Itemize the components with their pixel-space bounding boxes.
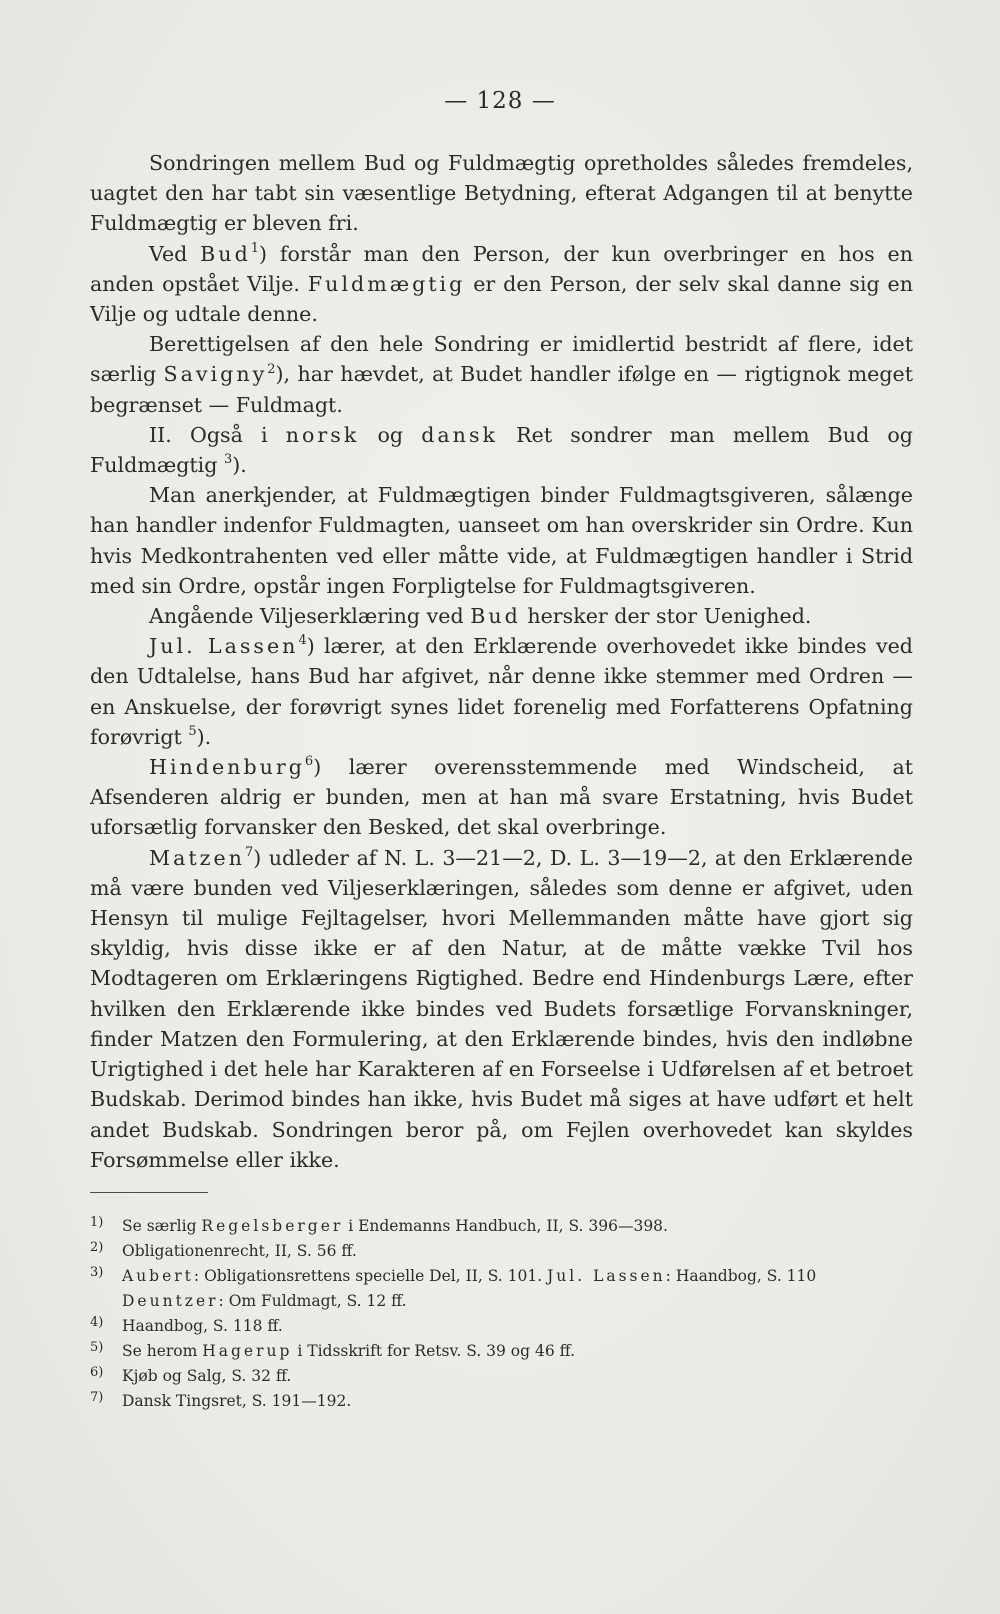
text-run: hersker der stor Uenighed. bbox=[520, 604, 812, 629]
spaced-term-bud: Bud bbox=[200, 241, 251, 266]
text-run: : Om Fuldmagt, S. 12 ff. bbox=[218, 1292, 407, 1310]
footnote-ref-4: 4 bbox=[298, 633, 307, 649]
text-run: Se herom bbox=[122, 1342, 203, 1360]
footnote-marker: 6) bbox=[90, 1365, 104, 1380]
footnote-2 bbox=[90, 1239, 913, 1264]
paragraph-1: Sondringen mellem Bud og Fuldmægtig opretholdes således fremdeles, uagtet den har tabt sin væsentlige Betydning, efterat Adgangen til at benytte Fuldmægtig er bleven fri. bbox=[90, 151, 913, 236]
text-run: ), har hævdet, at Budet handler ifølge en — rigtignok meget begrænset — Fuldmagt. bbox=[90, 362, 914, 417]
text-run: Obligationenrecht, II, S. 56 ff. bbox=[122, 1242, 357, 1260]
page-number: — 128 — bbox=[444, 88, 556, 114]
text-run: ) udleder af N. L. 3—21—2, D. L. 3—19—2, at den Erklærende må være bunden ved Viljeserklæringen, således som denne er afgivet, uden Hensyn til mulige Fejltagelser, hvori Mellemmanden måtte have gjort sig skyldig, hvis disse ikke er af den Natur, at de måtte vække Tvil hos Modtageren om Erklæringens Rigtighed. Bedre end Hindenburgs Lære, efter hvilken den Erklærende ikke bindes ved Budets forsætlige Forvanskninger, finder Matzen den Formulering, at den Erklærende bindes, hvis den indløbne Urigtighed i det hele har Karakteren af en Forseelse i Udførelsen af et betroet Budskab. Derimod bindes han ikke, hvis Budet må siges at have udført et helt andet Budskab. Sondringen beror på, om Fejlen overhovedet kan skyldes Forsømmelse eller ikke. bbox=[90, 845, 913, 1172]
spaced-term-norsk: norsk bbox=[285, 422, 360, 447]
paragraph-7 bbox=[90, 631, 913, 752]
text-run: Ved bbox=[149, 241, 201, 266]
text-run: ) lærer, at den Erklærende overhovedet ikke bindes ved den Udtalelse, hans Bud har afgivet, når denne ikke stemmer med Ordren — en Anskuelse, der forøvrigt synes lidet forenelig med Forfatterens Opfatning forøvrigt bbox=[90, 634, 913, 749]
spaced-name: Jul. Lassen bbox=[547, 1267, 666, 1285]
footnote-text bbox=[122, 1264, 913, 1314]
paragraph-8 bbox=[90, 752, 913, 843]
text-run: i Tidsskrift for Retsv. S. 39 og 46 ff. bbox=[292, 1342, 576, 1360]
spaced-name: Hagerup bbox=[202, 1342, 293, 1360]
spaced-term-bud: Bud bbox=[470, 604, 521, 629]
footnote-4 bbox=[90, 1314, 913, 1339]
text-run: ) lærer overensstemmende med Windscheid, at Afsenderen aldrig er bunden, men at han må svare Erstatning, hvis Budet uforsætlig forvansker den Besked, det skal overbringe. bbox=[90, 755, 913, 840]
footnote-marker: 4) bbox=[90, 1315, 104, 1330]
text-run: Berettigelsen af den hele Sondring er imidlertid bestridt af flere, idet særlig bbox=[90, 332, 913, 387]
paragraph-9 bbox=[90, 843, 913, 1175]
text-run: Ret sondrer man mellem Bud og Fuldmægtig bbox=[90, 422, 913, 478]
spaced-term-fuldmaegtig: Fuldmægtig bbox=[307, 271, 466, 296]
footnote-marker: 2) bbox=[90, 1240, 104, 1255]
text-run: : Obligationsrettens specielle Del, II, S. 101. bbox=[193, 1267, 548, 1285]
text-run: ). bbox=[232, 453, 247, 478]
footnote-ref-7: 7 bbox=[244, 844, 254, 860]
footnote-5 bbox=[90, 1339, 913, 1364]
footnote-7 bbox=[90, 1389, 913, 1414]
footnote-ref-2: 2 bbox=[267, 361, 276, 377]
footnote-text bbox=[122, 1214, 913, 1239]
text-run: ) forstår man den Person, der kun overbringer en hos en anden opstået Vilje. bbox=[90, 241, 913, 296]
paragraph-2 bbox=[90, 239, 913, 330]
footnote-marker: 3) bbox=[90, 1265, 104, 1280]
footnote-6 bbox=[90, 1364, 913, 1389]
footnote-ref-5: 5 bbox=[188, 724, 197, 739]
footnote-text bbox=[122, 1389, 913, 1414]
body-text bbox=[90, 148, 913, 1175]
text-run: : Haandbog, S. 110 bbox=[665, 1267, 817, 1285]
spaced-name: Aubert bbox=[122, 1267, 194, 1285]
paragraph-5: Man anerkjender, at Fuldmægtigen binder Fuldmagtsgiveren, sålænge han handler indenfor Fuldmagten, uanseet om han overskrider sin Ordre. Kun hvis Medkontrahenten ved eller måtte vide, at Fuldmægtigen handler i Strid med sin Ordre, opstår ingen Forpligtelse for Fuldmagtsgiveren. bbox=[90, 483, 913, 598]
footnotes bbox=[90, 1214, 913, 1414]
text-run: er den Person, der selv skal danne sig en Vilje og udtale denne. bbox=[90, 271, 914, 327]
paragraph-4 bbox=[90, 420, 913, 480]
footnote-text bbox=[122, 1239, 913, 1264]
text-run: Haandbog, S. 118 ff. bbox=[122, 1317, 283, 1335]
spaced-name-matzen: Matzen bbox=[149, 845, 245, 870]
footnote-text bbox=[122, 1364, 913, 1389]
text-run: Kjøb og Salg, S. 32 ff. bbox=[122, 1367, 292, 1385]
paragraph-6 bbox=[90, 601, 913, 631]
footnote-ref-1: 1 bbox=[250, 240, 260, 256]
footnote-marker: 7) bbox=[90, 1390, 104, 1405]
spaced-name: Deuntzer bbox=[122, 1292, 219, 1310]
text-run: Se særlig bbox=[122, 1217, 202, 1235]
spaced-term-dansk: dansk bbox=[421, 422, 498, 447]
spaced-name: Regelsberger bbox=[201, 1217, 344, 1235]
spaced-name-savigny: Savigny bbox=[163, 362, 268, 387]
footnote-text bbox=[122, 1339, 913, 1364]
footnote-text bbox=[122, 1314, 913, 1339]
spaced-name-lassen: Jul. Lassen bbox=[149, 634, 299, 659]
text-run: i Endemanns Handbuch, II, S. 396—398. bbox=[343, 1217, 668, 1235]
footnote-1 bbox=[90, 1214, 913, 1239]
paragraph-3 bbox=[90, 329, 913, 420]
text-run: II. Også i bbox=[149, 422, 286, 447]
footnote-divider bbox=[90, 1192, 208, 1193]
footnote-marker: 5) bbox=[90, 1340, 104, 1355]
text-run: Angående Viljeserklæring ved bbox=[149, 604, 471, 629]
text-run: og bbox=[359, 422, 422, 447]
footnote-ref-3: 3 bbox=[223, 452, 233, 468]
footnote-ref-6: 6 bbox=[304, 754, 314, 770]
text-run: Dansk Tingsret, S. 191—192. bbox=[122, 1392, 352, 1410]
text-run: ). bbox=[196, 724, 212, 749]
spaced-name-hindenburg: Hindenburg bbox=[149, 755, 305, 780]
footnote-3 bbox=[90, 1264, 913, 1314]
footnote-marker: 1) bbox=[90, 1215, 104, 1230]
